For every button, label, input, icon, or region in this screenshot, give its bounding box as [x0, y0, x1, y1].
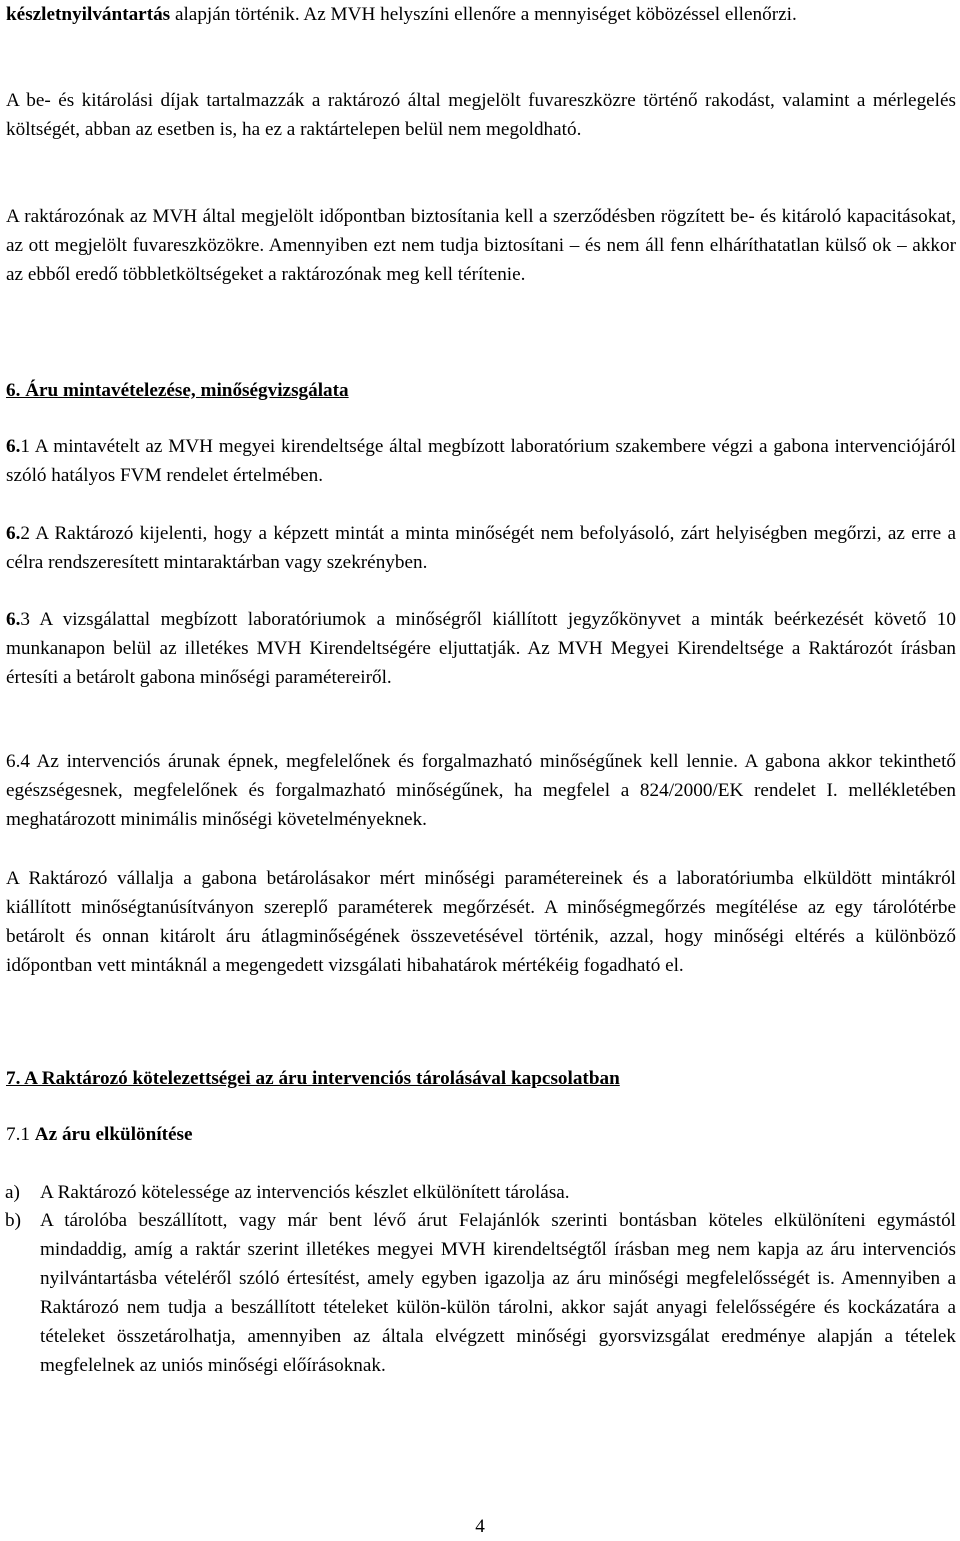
list-item-text: A tárolóba beszállított, vagy már bent lévő árut Felajánlók szerinti bontásban köteles elkülöníteni egymástól mindaddig, amíg a raktár szerint illetékes megyei MVH kirendeltségtől írásban meg nem kapja az áru intervenciós nyilvántartásba vételéről szóló értesítést, amely egyben igazolja az áru minőségi megfelelősségét is. Amennyiben a Raktározó nem tudja a beszállított tételeket külön-külön tárolni, akkor saját anyagi felelősségére és kockázatára a tételeket összetárolhatja, amennyiben az általa elvégzett minőségi gyorsvizsgálat eredménye alapján a tételek megfelelnek az uniós minőségi előírásoknak. — [40, 1210, 956, 1376]
page-number: 4 — [475, 1516, 485, 1537]
list-item-b — [5, 1206, 956, 1380]
list-item-text: A Raktározó kötelessége az intervenciós készlet elkülönített tárolása. — [40, 1182, 570, 1203]
list-marker: b) — [5, 1210, 21, 1231]
section-6-4-paragraph: 6.4 Az intervenciós árunak épnek, megfelelőnek és forgalmazható minőségűnek kell lennie. A gabona akkor tekinthető egészségesnek, megfelelőnek és forgalmazható minőségűnek, ha megfelel a 824/2000/EK rendelet I. mellékletében meghatározott minimális minőségi követelményeknek. — [6, 751, 956, 830]
section-6-3-paragraph — [6, 605, 956, 692]
intro-paragraph — [6, 0, 956, 29]
intro-text: alapján történik. Az MVH helyszíni ellenőre a mennyiséget köbözéssel ellenőrzi. — [170, 4, 797, 25]
section-6-2-paragraph — [6, 519, 956, 577]
section-6-1-text: 1 A mintavételt az MVH megyei kirendeltsége által megbízott laboratórium szakembere végzi a gabona intervenciójáról szóló hatályos FVM rendelet értelmében. — [6, 436, 956, 486]
section-7-heading: 7. A Raktározó kötelezettségei az áru intervenciós tárolásával kapcsolatban — [6, 1068, 620, 1089]
section-6-3-number: 6. — [6, 609, 21, 630]
section-7-1-number: 7.1 — [6, 1124, 30, 1145]
section-6-heading: 6. Áru mintavételezése, minőségvizsgálata — [6, 380, 349, 401]
list-marker: a) — [5, 1182, 20, 1203]
section-6-2-number: 6. — [6, 523, 21, 544]
quality-preservation-paragraph: A Raktározó vállalja a gabona betárolásakor mért minőségi paramétereinek és a laboratóriumba elküldött mintákról kiállított minőségtanúsítványon szereplő paraméterek megőrzését. A minőségmegőrzés megítélése az egy tárolótérbe betárolt és onnan kitárolt áru átlagminőségének összevetésével történik, azzal, hogy minőségi eltérés a különböző időpontban vett mintáknál a megengedett vizsgálati hibahatárok mértékéig fogadható el. — [6, 868, 956, 976]
capacity-paragraph: A raktározónak az MVH által megjelölt időpontban biztosítania kell a szerződésben rögzített be- és kitároló kapacitásokat, az ott megjelölt fuvareszközökre. Amennyiben ezt nem tudja biztosítani – és nem áll fenn elháríthatatlan külső ok – akkor az ebből eredő többletköltségeket a raktározónak meg kell térítenie. — [6, 206, 956, 285]
section-6-2-text: 2 A Raktározó kijelenti, hogy a képzett mintát a minta minőségét nem befolyásoló, zárt helyiségben megőrzi, az erre a célra rendszeresített mintaraktárban vagy szekrényben. — [6, 523, 956, 573]
fees-paragraph: A be- és kitárolási díjak tartalmazzák a raktározó által megjelölt fuvareszközre történő rakodást, valamint a mérlegelés költségét, abban az esetben is, ha ez a raktártelepen belül nem megoldható. — [6, 90, 956, 140]
list-item-a — [5, 1178, 956, 1207]
section-6-1-paragraph — [6, 432, 956, 490]
section-6-1-number: 6. — [6, 436, 21, 457]
intro-bold-lead: készletnyilvántartás — [6, 4, 171, 25]
section-7-1-heading — [6, 1120, 956, 1149]
section-6-3-text: 3 A vizsgálattal megbízott laboratóriumok a minőségről kiállított jegyzőkönyvet a minták beérkezését követő 10 munkanapon belül az illetékes MVH Kirendeltségére eljuttatják. Az MVH Megyei Kirendeltsége a Raktározót írásban értesíti a betárolt gabona minőségi paramétereiről. — [6, 609, 956, 688]
section-7-1-title: Az áru elkülönítése — [34, 1124, 193, 1145]
